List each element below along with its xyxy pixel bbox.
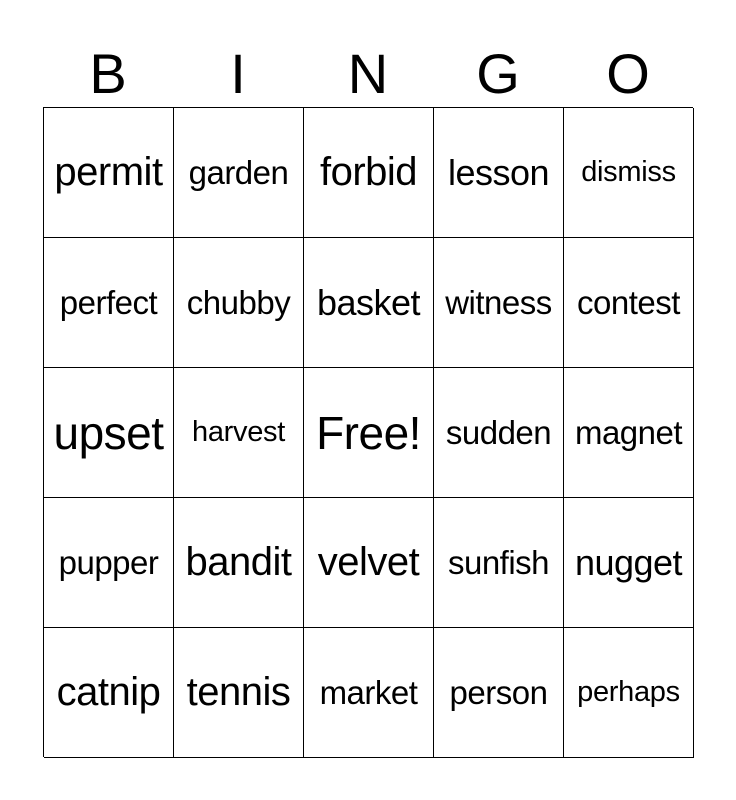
bingo-card-grid: [43, 107, 693, 757]
bingo-cell[interactable]: magnet: [564, 368, 694, 498]
bingo-cell[interactable]: perfect: [44, 238, 174, 368]
bingo-cell[interactable]: forbid: [304, 108, 434, 238]
header-letter-o: O: [606, 42, 650, 105]
bingo-cell[interactable]: dismiss: [564, 108, 694, 238]
header-letter-g: G: [476, 42, 520, 105]
bingo-cell[interactable]: nugget: [564, 498, 694, 628]
header-letter-i: I: [230, 42, 246, 105]
bingo-cell[interactable]: upset: [44, 368, 174, 498]
bingo-cell[interactable]: person: [434, 628, 564, 758]
bingo-cell[interactable]: witness: [434, 238, 564, 368]
bingo-cell[interactable]: pupper: [44, 498, 174, 628]
bingo-header: [43, 40, 693, 108]
bingo-cell[interactable]: perhaps: [564, 628, 694, 758]
bingo-cell[interactable]: harvest: [174, 368, 304, 498]
bingo-cell[interactable]: tennis: [174, 628, 304, 758]
bingo-cell[interactable]: velvet: [304, 498, 434, 628]
bingo-cell[interactable]: contest: [564, 238, 694, 368]
bingo-cell[interactable]: bandit: [174, 498, 304, 628]
header-letter-n: N: [347, 42, 389, 105]
bingo-cell[interactable]: permit: [44, 108, 174, 238]
bingo-cell[interactable]: chubby: [174, 238, 304, 368]
bingo-cell[interactable]: basket: [304, 238, 434, 368]
bingo-cell[interactable]: garden: [174, 108, 304, 238]
bingo-cell[interactable]: lesson: [434, 108, 564, 238]
bingo-cell[interactable]: sudden: [434, 368, 564, 498]
bingo-free-space[interactable]: Free!: [304, 368, 434, 498]
header-letter-b: B: [89, 42, 127, 105]
bingo-cell[interactable]: market: [304, 628, 434, 758]
bingo-cell[interactable]: catnip: [44, 628, 174, 758]
bingo-cell[interactable]: sunfish: [434, 498, 564, 628]
